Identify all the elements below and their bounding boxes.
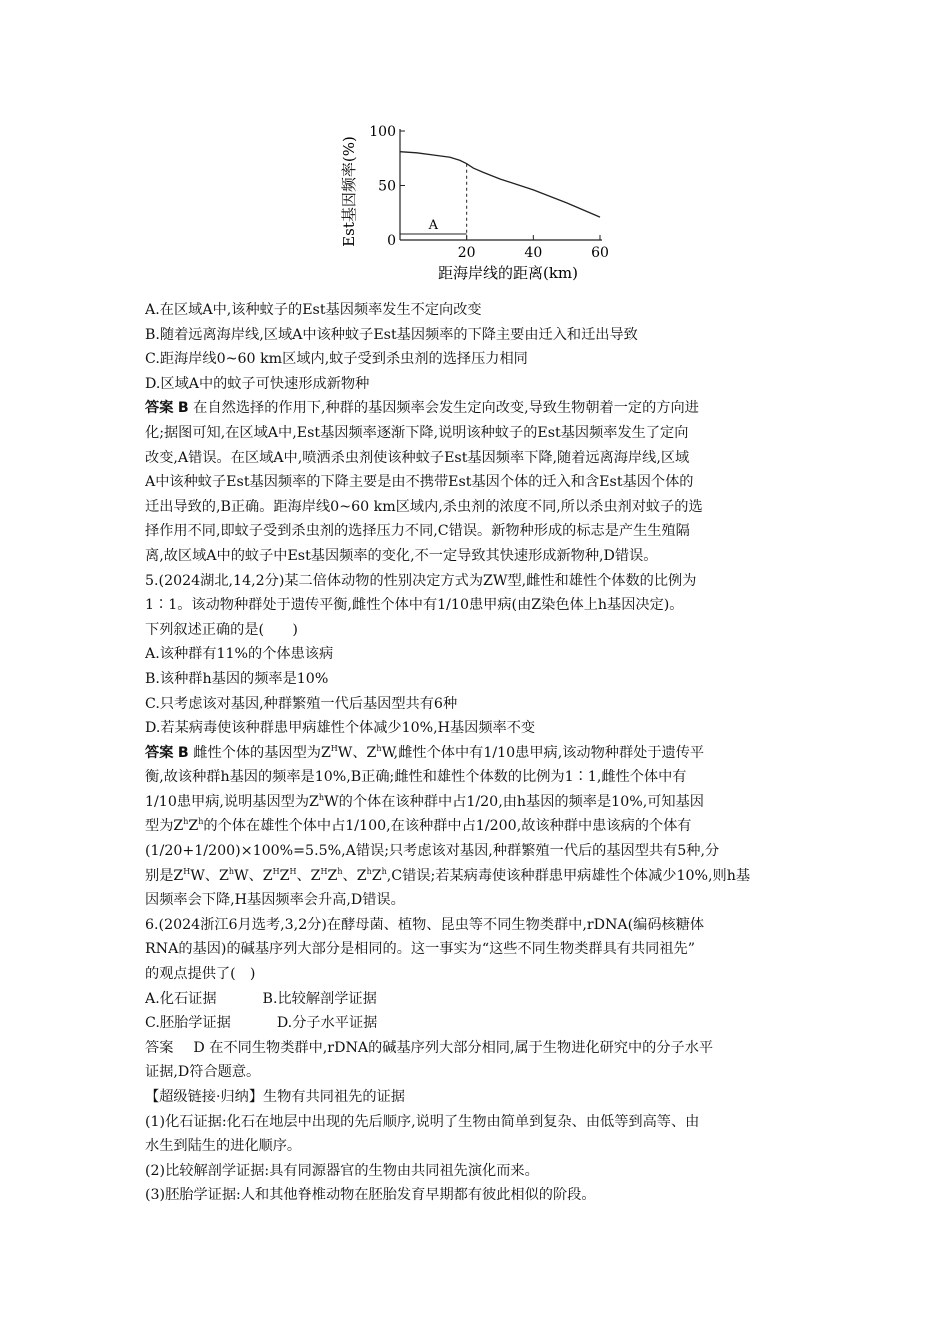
q4-option-b: B.随着远离海岸线,区域A中该种蚊子Est基因频率的下降主要由迁入和迁出导致 (145, 326, 638, 343)
q5-stem-line-1: 5.(2024湖北,14,2分)某二倍体动物的性别决定方式为ZW型,雌性和雄性个体数的比例为 (145, 572, 697, 589)
q5-answer-line-4 (145, 814, 810, 839)
superscript: h (376, 743, 382, 753)
q6-options-ab (145, 987, 810, 1012)
q5-stem-line-3: 下列叙述正确的是( ) (145, 621, 298, 638)
q4-answer-text: 在自然选择的作用下,种群的基因频率会发生定向改变,导致生物朝着一定的方向进 (193, 400, 699, 417)
summary-title: 【超级链接·归纳】生物有共同祖先的证据 (145, 1089, 405, 1105)
summary-point-3: (3)胚胎学证据:人和其他脊椎动物在胚胎发育早期都有彼此相似的阶段。 (145, 1187, 596, 1204)
x-tick-label: 20 (457, 245, 476, 261)
q5-answer-text: 别是Z (145, 867, 184, 884)
superscript: h (337, 866, 343, 876)
superscript: H (289, 866, 297, 876)
q6-answer-line-2: 证据,D符合题意。 (145, 1064, 261, 1081)
est-frequency-chart (340, 118, 620, 288)
q5-answer-text: W、Z (234, 867, 273, 884)
q4-answer-line-6: 择作用不同,即蚊子受到杀虫剂的选择压力不同,C错误。新物种形成的标志是产生生殖隔 (145, 523, 690, 540)
q6-answer-letter: D (193, 1039, 205, 1056)
q5-answer-text: Z (279, 867, 290, 884)
q6-answer-line-1 (145, 1036, 810, 1061)
q4-option-a: A.在区域A中,该种蚊子的Est基因频率发生不定向改变 (145, 302, 482, 318)
q5-answer-text: Z (327, 867, 338, 884)
q5-stem-line-2: 1∶1。该动物种群处于遗传平衡,雌性个体中有1/10患甲病(由Z染色体上h基因决定)。 (145, 597, 684, 614)
q5-answer-line-7: 因频率会下降,H基因频率会升高,D错误。 (145, 892, 405, 909)
q5-answer-text: 、Z (342, 867, 367, 884)
q6-stem-line-2: RNA的基因)的碱基序列大部分是相同的。这一事实为“这些不同生物类群具有共同祖先” (145, 941, 695, 958)
q4-answer-line-1 (145, 396, 810, 421)
superscript: h (381, 866, 387, 876)
y-tick-label: 0 (387, 233, 396, 249)
q4-answer-label: 答案 (145, 400, 174, 417)
q6-options-cd (145, 1011, 810, 1036)
q5-answer-text: 、Z (296, 867, 321, 884)
est-frequency-line (400, 152, 600, 217)
q6-option-b: B.比较解剖学证据 (262, 990, 377, 1007)
q4-answer-line-2: 化;据图可知,在区域A中,Est基因频率逐渐下降,说明该种蚊子的Est基因频率发生了定向 (145, 424, 689, 441)
q4-answer-line-4: A中该种蚊子Est基因频率的下降主要是由不携带Est基因个体的迁入和含Est基因个体的 (145, 474, 694, 491)
q5-answer-line-6 (145, 864, 810, 889)
q5-answer-text: 的个体在雄性个体中占1/100,在该种群中占1/200,故该种群中患该病的个体有 (203, 818, 692, 835)
x-tick-label: 60 (591, 245, 609, 261)
q5-answer-line-5: (1/20+1/200)×100%=5.5%,A错误;只考虑该对基因,种群繁殖一代后的基因型共有5种,分 (145, 843, 720, 860)
q4-answer-letter: B (177, 400, 189, 417)
q6-answer-text: 在不同生物类群中,rDNA的碱基序列大部分相同,属于生物进化研究中的分子水平 (209, 1039, 714, 1056)
q5-option-b: B.该种群h基因的频率是10% (145, 670, 329, 687)
x-tick-label: 40 (524, 245, 543, 261)
region-a-label: A (428, 218, 439, 233)
q5-answer-line-3 (145, 790, 810, 815)
q5-answer-text: 1/10患甲病,说明基因型为Z (145, 793, 319, 810)
y-tick-label: 50 (378, 178, 396, 195)
q5-answer-text: 型为Z (145, 818, 184, 835)
q5-option-a: A.该种群有11%的个体患该病 (145, 646, 334, 663)
superscript: H (320, 866, 328, 876)
q5-answer-text: W、Z (190, 867, 229, 884)
q5-answer-line-1 (145, 741, 810, 766)
chart-layer (340, 124, 609, 282)
q6-option-a: A.化石证据 (145, 990, 217, 1007)
q6-option-c: C.胚胎学证据 (145, 1015, 231, 1032)
q4-option-c: C.距海岸线0~60 km区域内,蚊子受到杀虫剂的选择压力相同 (145, 351, 528, 368)
q5-answer-text: W,雌性个体中有1/10患甲病,该动物种群处于遗传平 (381, 744, 705, 761)
superscript: h (183, 817, 189, 827)
summary-point-2: (2)比较解剖学证据:具有同源器官的生物由共同祖先演化而来。 (145, 1162, 539, 1179)
superscript: H (183, 866, 191, 876)
q5-answer-text: Z (371, 867, 382, 884)
q4-answer-line-3: 改变,A错误。在区域A中,喷洒杀虫剂使该种蚊子Est基因频率下降,随着远离海岸线,区域 (145, 449, 690, 466)
q6-option-d: D.分子水平证据 (276, 1015, 378, 1032)
summary-point-1-line-1: (1)化石证据:化石在地层中出现的先后顺序,说明了生物由简单到复杂、由低等到高等、由 (145, 1113, 700, 1130)
superscript: h (198, 817, 204, 827)
superscript: h (228, 866, 235, 876)
q5-answer-line-2: 衡,故该种群h基因的频率是10%,B正确;雌性和雄性个体数的比例为1∶1,雌性个体中有 (145, 769, 687, 786)
q5-answer-text: ,C错误;若某病毒使该种群患甲病雄性个体减少10%,则h基 (386, 867, 751, 884)
q6-answer-label: 答案 (145, 1039, 174, 1056)
superscript: h (366, 866, 372, 876)
q5-option-c: C.只考虑该对基因,种群繁殖一代后基因型共有6种 (145, 695, 458, 712)
q4-option-d: D.区域A中的蚊子可快速形成新物种 (145, 375, 370, 392)
q4-answer-line-7: 离,故区域A中的蚊子中Est基因频率的变化,不一定导致其快速形成新物种,D错误。 (145, 547, 658, 564)
q5-answer-label: 答案 (145, 744, 174, 761)
q4-answer-line-5: 迁出导致的,B正确。距海岸线0~60 km区域内,杀虫剂的浓度不同,所以杀虫剂对蚊子的选 (145, 498, 703, 515)
summary-point-1-line-2: 水生到陆生的进化顺序。 (145, 1138, 302, 1155)
y-axis-label: Est基因频率(%) (340, 136, 358, 247)
q5-answer-text: W、Z (337, 744, 377, 761)
superscript: H (272, 866, 280, 876)
q5-answer-text: 雌性个体的基因型为Z (193, 744, 331, 761)
q6-stem-line-3: 的观点提供了( ) (145, 966, 256, 983)
y-tick-label: 100 (369, 124, 396, 140)
q5-option-d: D.若某病毒使该种群患甲病雄性个体减少10%,H基因频率不变 (145, 720, 536, 737)
q5-answer-letter: B (177, 744, 189, 761)
q5-answer-text: W的个体在该种群中占1/20,由h基因的频率是10%,可知基因 (324, 793, 704, 810)
superscript: H (330, 743, 338, 753)
q5-answer-text: Z (188, 818, 199, 835)
x-axis-label: 距海岸线的距离(km) (437, 264, 579, 282)
q6-stem-line-1: 6.(2024浙江6月选考,3,2分)在酵母菌、植物、昆虫等不同生物类群中,rDNA(编码核糖体 (145, 916, 705, 933)
superscript: h (318, 792, 325, 802)
